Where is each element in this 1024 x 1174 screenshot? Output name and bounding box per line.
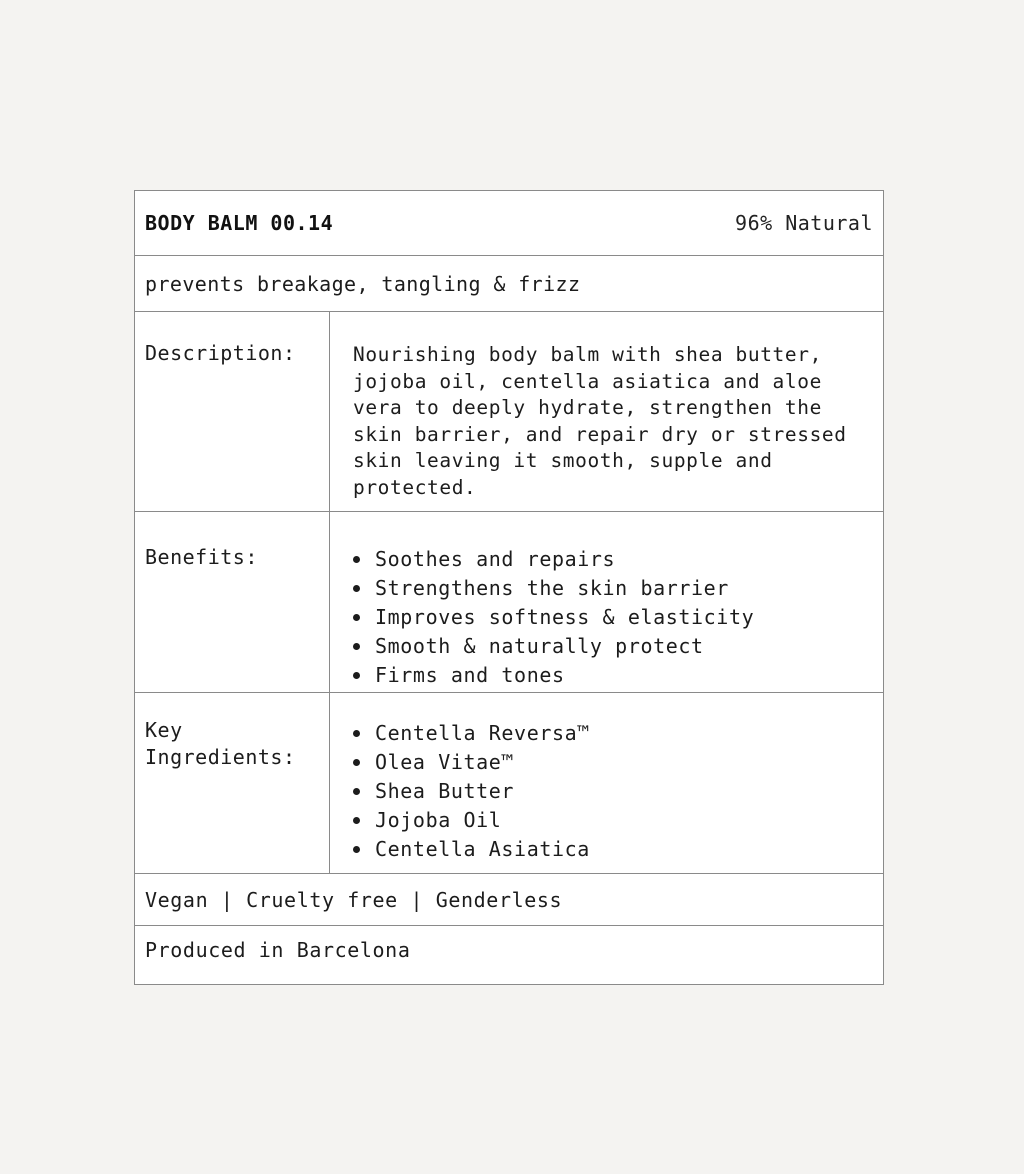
bullet-icon (353, 759, 360, 766)
list-item: Strengthens the skin barrier (353, 574, 867, 603)
product-tagline (135, 256, 883, 312)
bullet-icon (353, 788, 360, 795)
tagline-text: prevents breakage, tangling & frizz (145, 271, 581, 296)
bullet-icon (353, 846, 360, 853)
list-item: Shea Butter (353, 777, 867, 806)
description-label: Description: (135, 312, 330, 511)
product-label-card (134, 190, 884, 985)
ingredients-section (135, 693, 883, 874)
bullet-icon (353, 556, 360, 563)
benefits-label: Benefits: (135, 512, 330, 692)
bullet-icon (353, 730, 360, 737)
list-item: Centella Asiatica (353, 835, 867, 864)
list-item: Firms and tones (353, 661, 867, 690)
list-item: Jojoba Oil (353, 806, 867, 835)
product-origin (135, 926, 883, 984)
bullet-icon (353, 614, 360, 621)
benefits-list (353, 545, 867, 690)
ingredients-list (353, 719, 867, 864)
claims-text: Vegan | Cruelty free | Genderless (145, 887, 563, 912)
bullet-icon (353, 585, 360, 592)
benefits-section (135, 512, 883, 693)
list-item: Olea Vitae™ (353, 748, 867, 777)
product-name: BODY BALM 00.14 (145, 211, 334, 235)
bullet-icon (353, 817, 360, 824)
natural-percentage: 96% Natural (735, 211, 873, 235)
list-item: Centella Reversa™ (353, 719, 867, 748)
description-section (135, 312, 883, 512)
product-claims (135, 874, 883, 926)
origin-text: Produced in Barcelona (145, 938, 411, 962)
list-item: Smooth & naturally protect (353, 632, 867, 661)
ingredients-label: Key Ingredients: (135, 693, 330, 873)
label-header (135, 191, 883, 256)
description-text: Nourishing body balm with shea butter, jojoba oil, centella asiatica and aloe vera to deeply hydrate, strengthen the skin barrier, and repair dry or stressed skin leaving it smooth, supple and protected. (353, 343, 847, 499)
bullet-icon (353, 643, 360, 650)
list-item: Improves softness & elasticity (353, 603, 867, 632)
bullet-icon (353, 672, 360, 679)
list-item: Soothes and repairs (353, 545, 867, 574)
